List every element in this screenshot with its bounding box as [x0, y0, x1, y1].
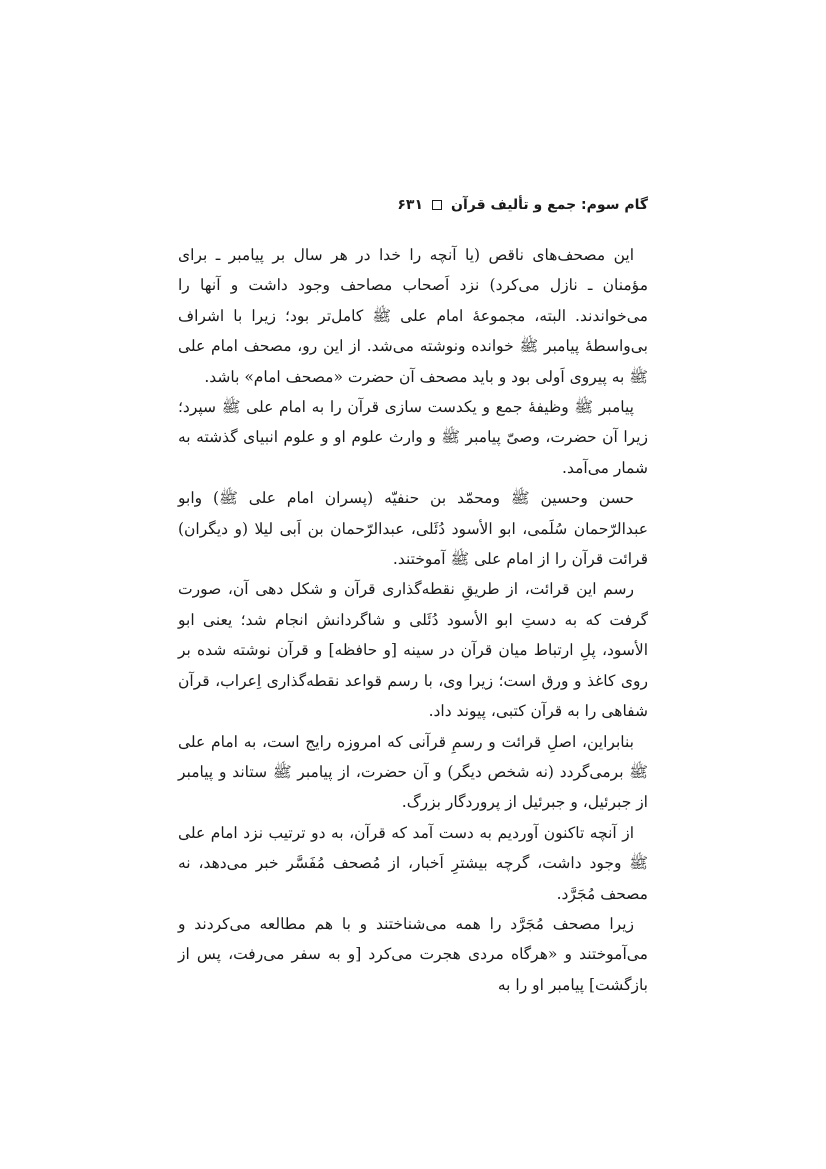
square-ornament-icon [432, 200, 442, 210]
paragraph: بنابراین، اصلِ قرائت و رسمِ قرآنی که امروزه رایج است، به امام علی ﷺ برمی‌گردد (نه شخص دیگر) و آن حضرت، از پیامبر ﷺ ستاند و پیامبر از جبرئیل، و جبرئیل از پروردگار بزرگ. [178, 732, 648, 812]
body-text [178, 240, 648, 1000]
paragraph: زیرا مصحف مُجَرَّد را همه می‌شناختند و با هم مطالعه می‌کردند و می‌آموختند و «هرگاه مردی هجرت می‌کرد [و به سفر می‌رفت، پس از بازگشت] پیامبر او را به [178, 914, 648, 994]
page-number: ۶۳۱ [397, 197, 424, 213]
paragraph: حسن وحسین ﷺ ومحمّد بن حنفیّه (پسران امام علی ﷺ) وابو عبدالرّحمان سُلَمی، ابو الأسود دُئَلی، عبدالرّحمان بن اَبی لیلا (و دیگران) قرائت قرآن را از امام علی ﷺ آموختند. [178, 489, 648, 569]
running-header [178, 192, 648, 218]
paragraph: این مصحف‌های ناقص (یا آنچه را خدا در هر سال بر پیامبر ـ برای مؤمنان ـ نازل می‌کرد) نزد اَصحاب مصاحف وجود داشت و آنها را می‌خواندند. البته، مجموعهٔ امام علی ﷺ کامل‌تر بود؛ زیرا با اشراف بی‌واسطهٔ پیامبر ﷺ خوانده ونوشته می‌شد. از این رو، مصحف امام علی ﷺ به پیروی اَولی بود و باید مصحف آن حضرت «مصحف امام» باشد. [178, 246, 648, 386]
paragraph: از آنچه تاکنون آوردیم به دست آمد که قرآن، به دو ترتیب نزد امام علی ﷺ وجود داشت، گرچه بیشترِ اَخبار، از مُصحف مُفَسَّر خبر می‌دهد، نه مصحف مُجَرَّد. [178, 823, 648, 903]
paragraph: پیامبر ﷺ وظیفهٔ جمع و یکدست سازی قرآن را به امام علی ﷺ سپرد؛ زیرا آن حضرت، وصیّ پیامبر ﷺ و وارث علوم او و علوم انبیای گذشته به شمار می‌آمد. [178, 398, 648, 477]
running-header-title: گام سوم: جمع و تألیف قرآن [451, 197, 648, 213]
paragraph: رسم این قرائت، از طریقِ نقطه‌گذاری قرآن و شکل دهی آن، صورت گرفت که به دستِ ابو الأسود دُئَلی و شاگردانش انجام شد؛ یعنی ابو الأسود، پلِ ارتباط میان قرآن در سینه [و حافظه] و قرآن نوشته شده بر روی کاغذ و ورق است؛ زیرا وی، با رسم قواعد نقطه‌گذاری اِعراب، قرآن شفاهی را به قرآن کتبی، پیوند داد. [178, 580, 648, 721]
